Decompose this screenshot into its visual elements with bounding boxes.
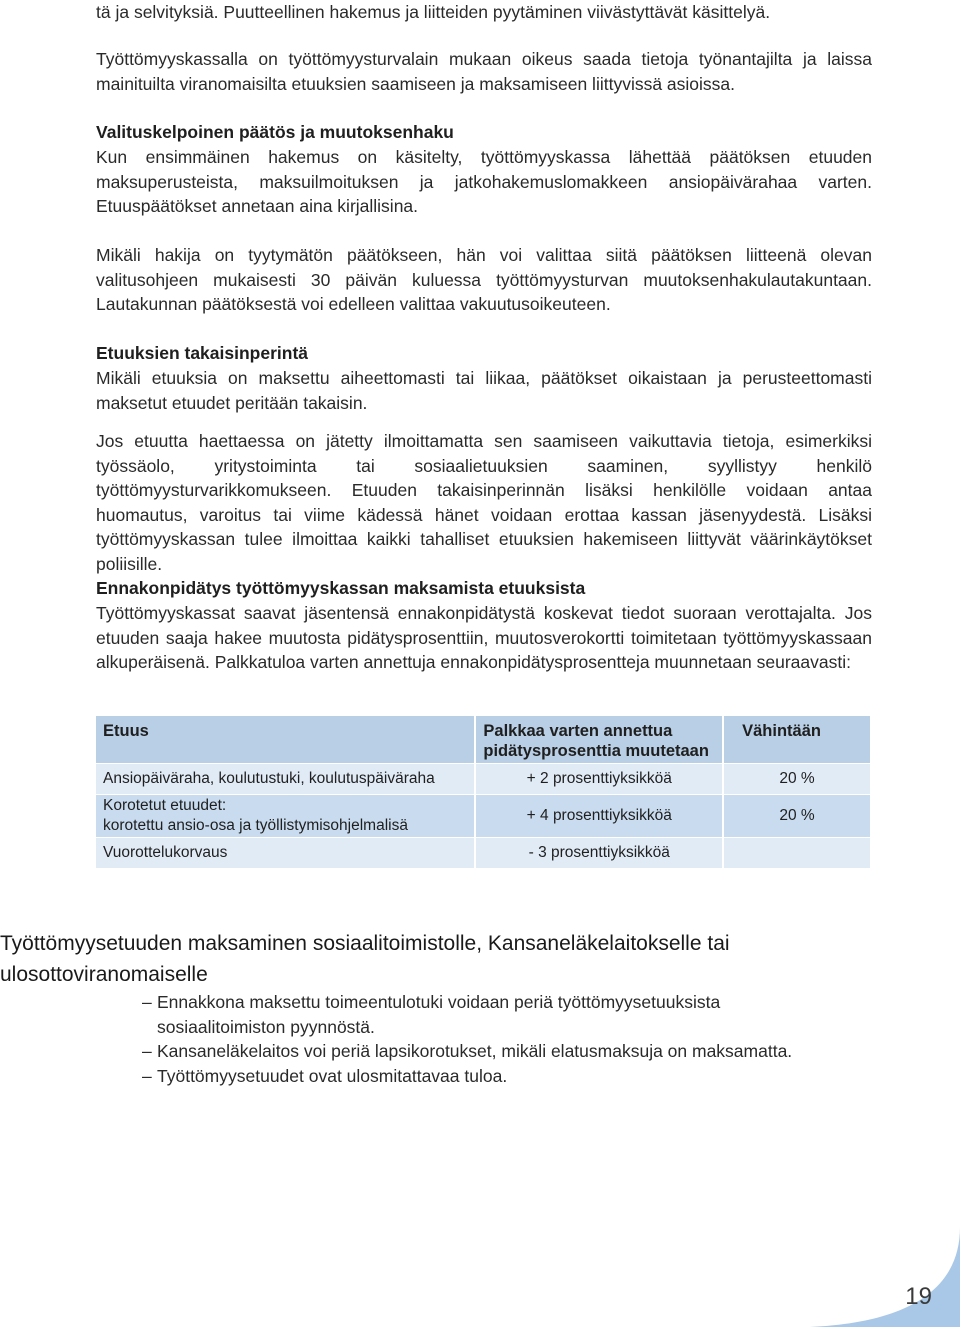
table-cell-vahintaan: 20 % — [723, 764, 871, 795]
paragraph-takaisinperinta: Mikäli etuuksia on maksettu aiheettomasti tai liikaa, päätökset oikaistaan ja perusteettomasti maksetut etuudet peritään takaisin. — [96, 368, 872, 413]
table-cell-muutos: - 3 prosenttiyksikköä — [475, 838, 723, 869]
dash-list — [142, 990, 832, 1088]
heading-takaisinperinta: Etuuksien takaisinperintä — [96, 343, 309, 363]
table-cell-muutos: + 2 prosenttiyksikköä — [475, 764, 723, 795]
table-row — [96, 764, 871, 795]
table-row — [96, 838, 871, 869]
heading-valituskelpoinen-paatos: Valituskelpoinen päätös ja muutoksenhaku — [96, 122, 454, 142]
table-cell-etuus-line1: Korotetut etuudet: — [103, 797, 227, 814]
withholding-table — [96, 716, 872, 868]
table-header-row — [96, 716, 871, 764]
table-header-vahintaan: Vähintään — [723, 716, 871, 764]
paragraph-paatos: Kun ensimmäinen hakemus on käsitelty, työttömyyskassa lähettää päätöksen etuuden maksuperusteista, maksuilmoituksen ja jatkohakemuslomakkeen ansiopäivärahaa varten. Etuuspäätökset annetaan aina kirjallisina. — [96, 147, 872, 216]
table-cell-vahintaan: 20 % — [723, 795, 871, 838]
paragraph-ennakonpidatys: Työttömyyskassat saavat jäsentensä ennakonpidätystä koskevat tiedot suoraan verottajalta. Jos etuuden saaja hakee muutosta pidätysprosenttiin, muutosverokortti toimitetaan työttömyyskassaan alkuperäisenä. Palkkatuloa varten annettuja ennakonpidätysprosentteja muunnetaan seuraavasti: — [96, 603, 872, 672]
table-row — [96, 795, 871, 838]
list-item: – Työttömyysetuudet ovat ulosmitattavaa tuloa. — [142, 1064, 832, 1089]
table-cell-etuus — [96, 795, 475, 838]
table-cell-muutos: + 4 prosenttiyksikköä — [475, 795, 723, 838]
table-header-muutos: Palkkaa varten annettua pidätysprosenttia muutetaan — [475, 716, 723, 764]
page-number: 19 — [905, 1283, 932, 1310]
table-cell-etuus: Vuorottelukorvaus — [96, 838, 475, 869]
paragraph-tietojensaanti: Työttömyyskassalla on työttömyysturvalain mukaan oikeus saada tietoja työnantajilta ja laissa mainituilta viranomaisilta etuuksien saamiseen ja maksamiseen liittyvissä asioissa. — [96, 49, 872, 94]
corner-accent-shape — [810, 1227, 960, 1327]
table-cell-vahintaan — [723, 838, 871, 869]
table-header-etuus: Etuus — [96, 716, 475, 764]
paragraph-valitus: Mikäli hakija on tyytymätön päätökseen, hän voi valittaa siitä päätöksen liitteenä olevan valitusohjeen mukaisesti 30 päivän kuluessa työttömyysturvan muutoksenhakulautakuntaan. Lautakunnan päätöksestä voi edelleen valittaa vakuutusoikeuteen. — [96, 245, 872, 314]
paragraph-rikkomus: Jos etuutta haettaessa on jätetty ilmoittamatta sen saamiseen vaikuttavia tietoja, esimerkiksi työssäolo, yritystoiminta tai sosiaalietuuksien saaminen, syyllistyy henkilö työttömyysturvarikkomukseen. Etuuden takaisinperinnän lisäksi henkilölle voidaan antaa huomautus, varoitus tai viime kädessä hänet voidaan erottaa kassan jäsenyydestä. Lisäksi työttömyyskassan tulee ilmoittaa kaikki tahalliset etuuksien hakemiseen liittyvät väärinkäytökset poliisille. — [96, 431, 872, 574]
list-item: – Kansaneläkelaitos voi periä lapsikorotukset, mikäli elatusmaksuja on maksamatta. — [142, 1039, 832, 1064]
list-item: – Ennakkona maksettu toimeentulotuki voidaan periä työttömyysetuuksista sosiaalitoimiston pyynnöstä. — [142, 990, 832, 1039]
paragraph-continuation: tä ja selvityksiä. Puutteellinen hakemus ja liitteiden pyytäminen viivästyttävät käsittelyä. — [96, 2, 771, 22]
table-cell-etuus-line2: korotettu ansio-osa ja työllistymisohjelmalisä — [103, 817, 408, 834]
section-title-maksaminen: Työttömyysetuuden maksaminen sosiaalitoimistolle, Kansaneläkelaitokselle tai ulosottoviranomaiselle — [0, 932, 730, 986]
heading-ennakonpidatys: Ennakonpidätys työttömyyskassan maksamista etuuksista — [96, 578, 586, 598]
table-cell-etuus: Ansiopäiväraha, koulutustuki, koulutuspäiväraha — [96, 764, 475, 795]
